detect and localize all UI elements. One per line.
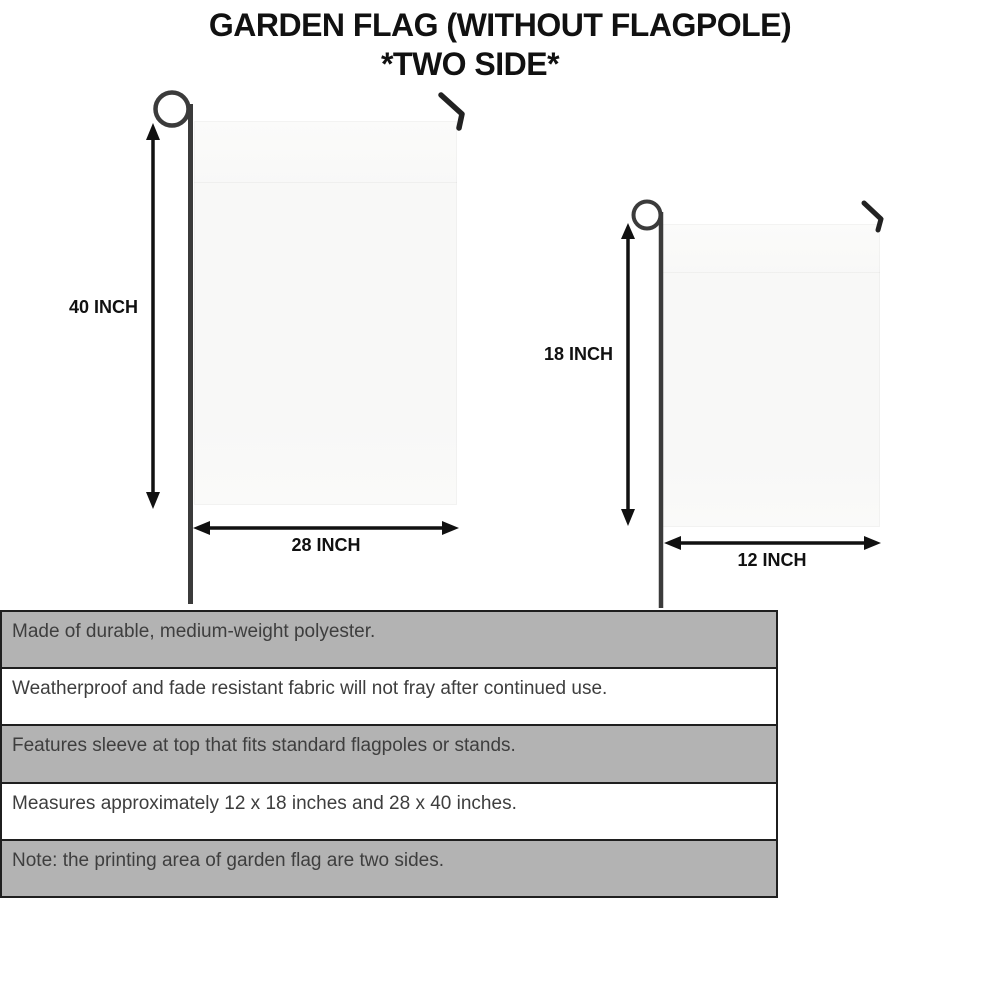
large-width-label: 28 INCH [291, 535, 361, 555]
feature-text: Weatherproof and fade resistant fabric will not fray after continued use. [12, 678, 608, 700]
small-flagpole [634, 202, 662, 609]
feature-text: Measures approximately 12 x 18 inches and 28 x 40 inches. [12, 792, 517, 814]
large-height-label: 40 INCH [68, 297, 138, 317]
feature-row [2, 726, 776, 783]
large-pole-loop-icon [156, 93, 189, 126]
feature-list [0, 610, 778, 898]
feature-text: Made of durable, medium-weight polyester. [12, 621, 376, 642]
feature-row [2, 841, 776, 896]
large-height-arrow-icon [146, 123, 160, 509]
feature-row [2, 612, 776, 669]
small-width-label: 12 INCH [737, 550, 807, 570]
small-width-arrow-icon [664, 536, 881, 550]
page-title [0, 6, 1000, 84]
feature-text: Features sleeve at top that fits standard flagpoles or stands. [12, 735, 516, 757]
large-flag-fabric [194, 121, 457, 505]
small-pole-loop-icon [634, 202, 661, 229]
title-line-2: *TWO SIDE* [380, 46, 560, 82]
small-flag-fabric [662, 224, 880, 527]
large-flagpole [156, 93, 191, 605]
large-width-arrow-icon [193, 521, 459, 535]
small-height-arrow-icon [621, 223, 635, 526]
large-flag-sleeve-seam [194, 182, 457, 183]
title-line-1: GARDEN FLAG (WITHOUT FLAGPOLE) [208, 7, 792, 43]
feature-row [2, 784, 776, 841]
feature-row [2, 669, 776, 726]
feature-text: Note: the printing area of garden flag are two sides. [12, 849, 444, 871]
small-height-label: 18 INCH [543, 344, 613, 364]
small-flag-sleeve-seam [662, 272, 880, 273]
